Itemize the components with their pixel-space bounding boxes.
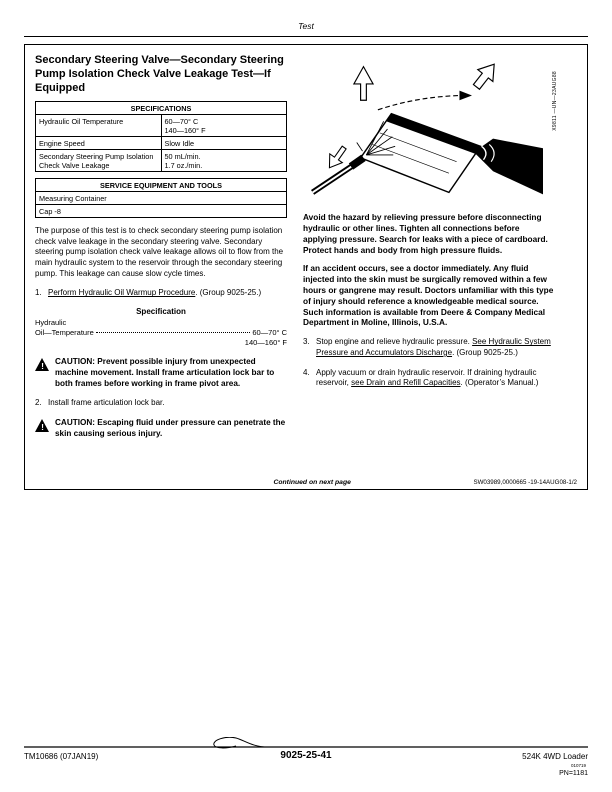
step-text bbox=[316, 337, 555, 358]
step-2 bbox=[35, 398, 287, 409]
service-equipment-table bbox=[35, 178, 287, 218]
warning-paragraph-2: If an accident occurs, see a doctor immediately. Any fluid injected into the skin must be surgically removed within a few hours or gangrene may result. Doctors unfamiliar with this type of injury should reference a knowledgeable medical source. Such information is available from Deere & Company Medical Department in Moline, Illinois, U.S.A. bbox=[303, 262, 554, 328]
article-title: Secondary Steering Valve—Secondary Steering Pump Isolation Check Valve Leakage Test—If Equipped bbox=[35, 54, 284, 95]
step-4 bbox=[303, 368, 555, 389]
spec-detail-row bbox=[35, 328, 287, 338]
drain-refill-capacities-link[interactable]: see Drain and Refill Capacities bbox=[351, 378, 461, 388]
spec-value-line: 60—70° C bbox=[164, 116, 199, 126]
spec-value bbox=[161, 137, 287, 150]
right-column bbox=[303, 53, 558, 439]
spec-detail-label-line2: Oil—Temperature bbox=[35, 328, 94, 338]
spec-detail-label-line1: Hydraulic bbox=[35, 317, 67, 327]
header-rule bbox=[24, 36, 588, 37]
table-row bbox=[36, 115, 287, 137]
pressure-discharge-link[interactable]: See Hydraulic System Pressure and Accumulators Discharge bbox=[316, 337, 551, 357]
spec-detail-value1: 60—70° C bbox=[252, 328, 287, 338]
service-item: Measuring Container bbox=[36, 192, 287, 205]
warmup-procedure-link[interactable]: Perform Hydraulic Oil Warmup Procedure bbox=[48, 288, 196, 298]
specifications-table-header: SPECIFICATIONS bbox=[36, 102, 287, 115]
caution-text: CAUTION: Prevent possible injury from unexpected machine movement. Install frame articulation lock bar to both frames before working in frame pivot area. bbox=[55, 357, 275, 388]
high-pressure-spray-illustration bbox=[303, 55, 543, 205]
warning-paragraph-1: Avoid the hazard by relieving pressure before disconnecting hydraulic or other lines. Tighten all connections before applying pressure. Search for leaks with a piece of cardboard. Protect hands and body from high pressure fluids. bbox=[303, 212, 548, 255]
spec-value-line: 50 mL/min. bbox=[164, 151, 201, 161]
spec-value-line: 140—160° F bbox=[164, 125, 206, 135]
warning-triangle-icon bbox=[35, 358, 50, 371]
footer-page-number: 9025-25-41 bbox=[280, 750, 332, 761]
dot-leader bbox=[96, 332, 251, 333]
step-text-suffix: . (Group 9025-25.) bbox=[195, 288, 262, 298]
spec-detail-value2: 140—160° F bbox=[244, 338, 287, 348]
step-number: 4. bbox=[303, 367, 310, 377]
spec-label: Engine Speed bbox=[36, 137, 162, 150]
running-header: Test bbox=[298, 21, 314, 31]
table-row bbox=[36, 205, 287, 218]
document-reference: SW03989,0000665 -19-14AUG08-1/2 bbox=[473, 479, 577, 486]
footer-flourish bbox=[214, 737, 268, 748]
footer-print-code: 010719 bbox=[570, 763, 586, 768]
step-text-suffix: . (Group 9025-25.) bbox=[452, 348, 518, 357]
step-number: 1. bbox=[35, 288, 42, 298]
step-text-prefix: Stop engine and relieve hydraulic pressure. bbox=[316, 337, 473, 347]
left-column bbox=[35, 53, 287, 439]
caution-block-1 bbox=[35, 357, 287, 389]
footer-doc-id: TM10686 (07JAN19) bbox=[24, 752, 99, 761]
step-number: 2. bbox=[35, 398, 42, 408]
article-box bbox=[24, 44, 588, 490]
step-text bbox=[48, 288, 261, 299]
service-item: Cap -8 bbox=[36, 205, 287, 218]
step-text bbox=[316, 368, 555, 389]
step-number: 3. bbox=[303, 337, 310, 347]
table-row bbox=[36, 137, 287, 150]
spec-label: Hydraulic Oil Temperature bbox=[36, 115, 162, 137]
step-1 bbox=[35, 288, 287, 299]
spec-value bbox=[161, 115, 287, 137]
table-row bbox=[36, 192, 287, 205]
figure bbox=[303, 55, 558, 205]
continued-note: Continued on next page bbox=[273, 479, 351, 486]
spec-label: Secondary Steering Pump Isolation Check Valve Leakage bbox=[36, 150, 162, 172]
step-text-prefix: Apply vacuum or drain hydraulic reservoir. If draining hydraulic reservoir, bbox=[316, 367, 537, 388]
table-row bbox=[36, 150, 287, 172]
step-text-suffix: . (Operator’s Manual.) bbox=[460, 378, 539, 388]
spec-value-line: 1.7 oz./min. bbox=[164, 160, 203, 170]
spec-value-line: Slow Idle bbox=[164, 138, 195, 148]
footer-model: 524K 4WD Loader bbox=[522, 752, 588, 761]
service-table-header: SERVICE EQUIPMENT AND TOOLS bbox=[36, 179, 287, 192]
caution-block-2 bbox=[35, 418, 287, 439]
footer-pn: PN=1181 bbox=[559, 770, 588, 777]
step-text: Install frame articulation lock bar. bbox=[48, 398, 165, 408]
spec-value bbox=[161, 150, 287, 172]
specification-heading: Specification bbox=[136, 306, 186, 316]
specifications-table bbox=[35, 101, 287, 172]
box-bottom-row bbox=[35, 479, 577, 486]
caution-text: CAUTION: Escaping fluid under pressure can penetrate the skin causing serious injury. bbox=[55, 417, 286, 438]
intro-paragraph: The purpose of this test is to check secondary steering pump isolation check valve leakage in the secondary steering valve. Secondary steering pump isolation check valve leakage allows oil to flow from the main hydraulic system to the reservoir through the secondary steering pump. This leakage can cause slow cycle times. bbox=[35, 226, 284, 278]
warning-triangle-icon bbox=[35, 419, 50, 432]
figure-id-caption: X9811 —UN—23AUG88 bbox=[552, 71, 558, 131]
step-3 bbox=[303, 337, 555, 358]
